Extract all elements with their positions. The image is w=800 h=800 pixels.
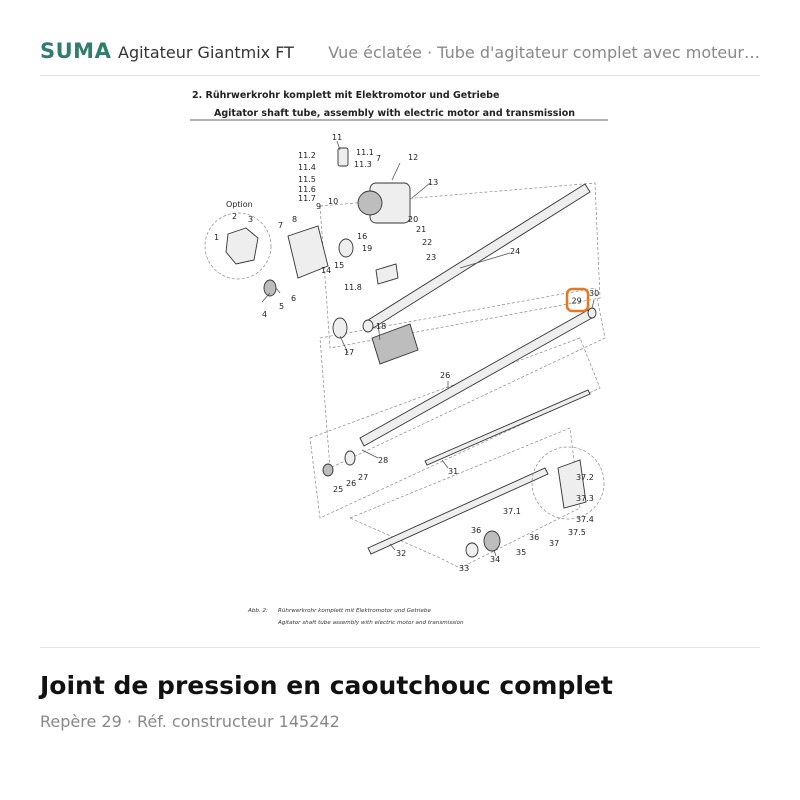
- label-11-4: 11.4: [298, 163, 316, 172]
- caption-de: Rührwerkrohr komplett mit Elektromotor und Getriebe: [278, 608, 431, 614]
- label-31: 31: [448, 467, 459, 476]
- label-11-7: 11.7: [298, 194, 316, 203]
- label-11-5: 11.5: [298, 175, 316, 184]
- content-divider: [40, 647, 760, 648]
- bearing-25: [323, 464, 333, 476]
- highlight-label-29[interactable]: 29: [571, 296, 582, 306]
- label-6: 6: [291, 294, 297, 303]
- label-7-top: 7: [376, 154, 382, 163]
- label-19: 19: [362, 244, 373, 253]
- caption-label: Abb. 2:: [248, 608, 268, 614]
- exploded-view-diagram: [180, 88, 620, 633]
- header-divider: [40, 75, 760, 76]
- label-3: 3: [248, 215, 254, 224]
- option-label: Option: [226, 200, 253, 209]
- label-15: 15: [334, 261, 345, 270]
- label-4: 4: [262, 310, 268, 319]
- label-36-left: 36: [471, 526, 482, 535]
- bearing-27: [345, 451, 355, 465]
- label-20: 20: [408, 215, 419, 224]
- label-11-8: 11.8: [344, 283, 362, 292]
- label-30: 30: [589, 289, 600, 298]
- label-36-right: 36: [529, 533, 540, 542]
- washer-33: [466, 543, 478, 557]
- doc-title-en: Agitator shaft tube, assembly with electric motor and transmission: [214, 108, 575, 119]
- assembly-outline-lower: [310, 338, 600, 518]
- label-21: 21: [416, 225, 427, 234]
- label-22: 22: [422, 238, 433, 247]
- label-33: 33: [459, 564, 470, 573]
- part-meta: Repère 29 · Réf. constructeur 145242: [40, 712, 340, 731]
- motor-flange: [358, 191, 382, 215]
- leader-lines: [262, 141, 594, 556]
- label-26-top: 26: [440, 371, 451, 380]
- label-26-bottom: 26: [346, 479, 357, 488]
- doc-title-de: 2. Rührwerkrohr komplett mit Elektromotor und Getriebe: [192, 90, 500, 101]
- label-37-4: 37.4: [576, 515, 594, 524]
- label-5: 5: [279, 302, 285, 311]
- label-9: 9: [316, 202, 322, 211]
- label-37-2: 37.2: [576, 473, 594, 482]
- label-11-1: 11.1: [356, 148, 374, 157]
- part-title: Joint de pression en caoutchouc complet: [40, 671, 613, 700]
- pressure-seal-29: [588, 308, 596, 318]
- label-27: 27: [358, 473, 369, 482]
- diagram-svg: [180, 88, 620, 633]
- label-37-5: 37.5: [568, 528, 586, 537]
- label-34: 34: [490, 555, 501, 564]
- label-12: 12: [408, 153, 419, 162]
- label-7-left: 7: [278, 221, 284, 230]
- label-11-6: 11.6: [298, 185, 316, 194]
- label-16: 16: [357, 232, 368, 241]
- label-23: 23: [426, 253, 437, 262]
- label-14: 14: [321, 266, 332, 275]
- label-1: 1: [214, 233, 220, 242]
- label-28: 28: [378, 456, 389, 465]
- label-37: 37: [549, 539, 560, 548]
- label-17: 17: [344, 348, 355, 357]
- view-title: Vue éclatée · Tube d'agitateur complet avec moteur…: [328, 43, 760, 62]
- brand-logo[interactable]: SUMA: [40, 39, 112, 63]
- label-25: 25: [333, 485, 344, 494]
- lower-tube-32: [368, 468, 548, 554]
- label-10: 10: [328, 197, 339, 206]
- propeller-hub-34: [484, 531, 500, 551]
- label-11-3: 11.3: [354, 160, 372, 169]
- label-2: 2: [232, 212, 238, 221]
- model-name: Agitateur Giantmix FT: [118, 43, 294, 62]
- label-13: 13: [428, 178, 439, 187]
- label-24: 24: [510, 247, 521, 256]
- caption-en: Agitator shaft tube assembly with electric motor and transmission: [278, 620, 464, 626]
- label-11-2: 11.2: [298, 151, 316, 160]
- shaft-tube-end: [363, 320, 373, 332]
- label-37-1: 37.1: [503, 507, 521, 516]
- label-8: 8: [292, 215, 298, 224]
- label-37-3: 37.3: [576, 494, 594, 503]
- header: [0, 0, 800, 76]
- label-35: 35: [516, 548, 527, 557]
- option-housing: [226, 228, 258, 264]
- terminal-box: [338, 148, 348, 166]
- coupling-ring: [339, 239, 353, 257]
- seal-ring-17: [333, 318, 347, 338]
- label-11: 11: [332, 133, 343, 142]
- label-32: 32: [396, 549, 407, 558]
- clamp-23: [376, 264, 398, 284]
- label-18: 18: [376, 322, 387, 331]
